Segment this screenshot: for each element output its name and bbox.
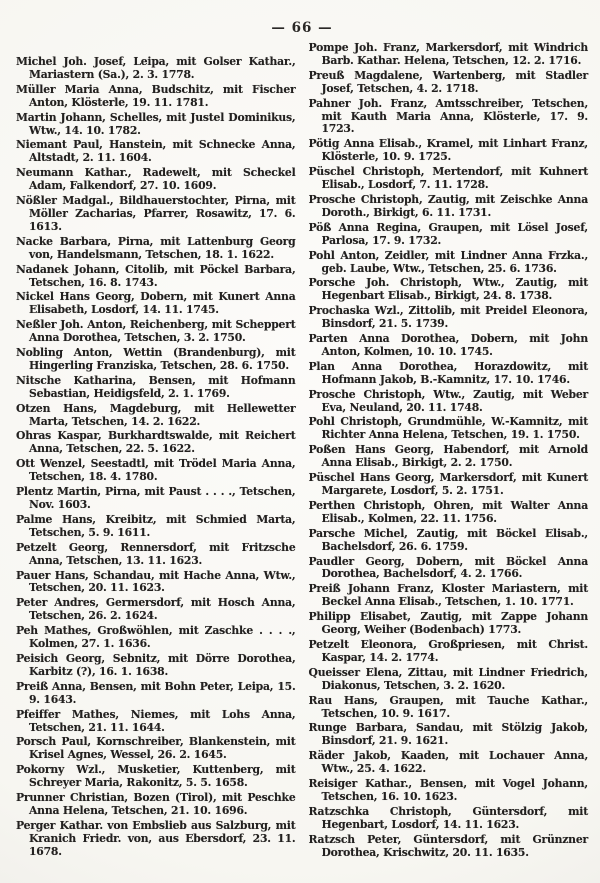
register-entry: Pahner Joh. Franz, Amtsschreiber, Tetschen, mit Kauth Maria Anna, Klösterle, 17. 9. 1723. [308, 96, 588, 136]
register-entry: Otzen Hans, Magdeburg, mit Hellewetter Marta, Tetschen, 14. 2. 1622. [16, 401, 296, 428]
register-entry: Preuß Magdalene, Wartenberg, mit Stadler Josef, Tetschen, 4. 2. 1718. [308, 68, 588, 95]
left-column [16, 42, 296, 861]
register-entry: Püschel Christoph, Mertendorf, mit Kuhnert Elisab., Losdorf, 7. 11. 1728. [308, 165, 588, 192]
register-entry: Ratzschka Christoph, Güntersdorf, mit Hegenbart, Losdorf, 14. 11. 1623. [308, 804, 588, 831]
register-entry: Rau Hans, Graupen, mit Tauche Kathar., Tetschen, 10. 9. 1617. [308, 693, 588, 720]
register-entry: Püschel Hans Georg, Markersdorf, mit Kunert Margarete, Losdorf, 5. 2. 1751. [308, 471, 588, 497]
register-entry: Parten Anna Dorothea, Dobern, mit John Anton, Kolmen, 10. 10. 1745. [308, 332, 588, 358]
register-entry: Pompe Joh. Franz, Markersdorf, mit Windrich Barb. Kathar. Helena, Tetschen, 12. 2. 1716. [308, 41, 588, 67]
register-entry: Reisiger Kathar., Bensen, mit Vogel Johann, Tetschen, 16. 10. 1623. [308, 777, 588, 803]
right-column [309, 42, 589, 861]
register-entry: Plentz Martin, Pirna, mit Paust . . . ., Tetschen, Nov. 1603. [16, 485, 296, 511]
register-entry: Parsche Michel, Zautig, mit Böckel Elisab., Bachelsdorf, 26. 6. 1759. [308, 526, 588, 553]
register-entry: Petzelt Eleonora, Großpriesen, mit Christ. Kaspar, 14. 2. 1774. [308, 637, 588, 664]
register-entry: Peisich Georg, Sebnitz, mit Dörre Dorothea, Karbitz (?), 16. 1. 1638. [16, 651, 296, 678]
register-entry: Müller Maria Anna, Budschitz, mit Fischer Anton, Klösterle, 19. 11. 1781. [16, 82, 296, 109]
register-entry: Niemant Paul, Hanstein, mit Schnecke Anna, Altstadt, 2. 11. 1604. [16, 138, 296, 165]
register-entry: Petzelt Georg, Rennersdorf, mit Fritzsche Anna, Tetschen, 13. 11. 1623. [16, 540, 296, 567]
register-entry: Ott Wenzel, Seestadtl, mit Trödel Maria Anna, Tetschen, 18. 4. 1780. [16, 457, 296, 484]
register-entry: Pöß Anna Regina, Graupen, mit Lösel Josef, Parlosa, 17. 9. 1732. [308, 220, 588, 247]
register-entry: Nacke Barbara, Pirna, mit Lattenburg Georg von, Handelsmann, Tetschen, 18. 1. 1622. [16, 234, 296, 261]
register-entry: Porsch Paul, Kornschreiber, Blankenstein, mit Krisel Agnes, Wessel, 26. 2. 1645. [16, 735, 296, 762]
register-entry: Pauer Hans, Schandau, mit Hache Anna, Wtw., Tetschen, 20. 11. 1623. [16, 568, 296, 595]
register-entry: Perger Kathar. von Embslieb aus Salzburg, mit Kranich Friedr. von, aus Ebersdorf, 23. 11. 1678. [16, 818, 296, 858]
register-entry: Runge Barbara, Sandau, mit Stölzig Jakob, Binsdorf, 21. 9. 1621. [308, 721, 588, 748]
register-entry: Pohl Anton, Zeidler, mit Lindner Anna Frzka., geb. Laube, Wtw., Tetschen, 25. 6. 1736. [308, 248, 588, 275]
register-entry: Prunner Christian, Bozen (Tirol), mit Peschke Anna Helena, Tetschen, 21. 10. 1696. [16, 791, 296, 817]
register-entry: Preiß Johann Franz, Kloster Mariastern, mit Beckel Anna Elisab., Tetschen, 1. 10. 1771. [308, 582, 588, 609]
register-entry: Paudler Georg, Dobern, mit Böckel Anna Dorothea, Bachelsdorf, 4. 2. 1766. [308, 554, 588, 581]
register-entry: Martin Johann, Schelles, mit Justel Dominikus, Wtw., 14. 10. 1782. [16, 110, 296, 137]
register-entry: Poßen Hans Georg, Habendorf, mit Arnold Anna Elisab., Birkigt, 2. 2. 1750. [308, 443, 588, 470]
register-entry: Peter Andres, Germersdorf, mit Hosch Anna, Tetschen, 26. 2. 1624. [16, 596, 296, 623]
register-entry: Perthen Christoph, Ohren, mit Walter Anna Elisab., Kolmen, 22. 11. 1756. [308, 498, 588, 525]
register-entry: Räder Jakob, Kaaden, mit Lochauer Anna, Wtw., 25. 4. 1622. [308, 749, 588, 776]
register-entry: Prosche Christoph, Wtw., Zautig, mit Weber Eva, Neuland, 20. 11. 1748. [308, 387, 588, 414]
register-entry: Nadanek Johann, Citolib, mit Pöckel Barbara, Tetschen, 16. 8. 1743. [16, 262, 296, 289]
register-entry: Nößler Madgal., Bildhauerstochter, Pirna, mit Möller Zacharias, Pfarrer, Rosawitz, 17. 6. 1613. [16, 194, 296, 233]
register-entry: Pokorny Wzl., Musketier, Kuttenberg, mit Schreyer Maria, Rakonitz, 5. 5. 1658. [16, 763, 296, 790]
register-entry: Nobling Anton, Wettin (Brandenburg), mit Hingerling Franziska, Tetschen, 28. 6. 1750. [16, 346, 296, 372]
register-entry: Porsche Joh. Christoph, Wtw., Zautig, mit Hegenbart Elisab., Birkigt, 24. 8. 1738. [308, 276, 588, 303]
register-entry: Palme Hans, Kreibitz, mit Schmied Marta, Tetschen, 5. 9. 1611. [16, 512, 296, 539]
register-entry: Queisser Elena, Zittau, mit Lindner Friedrich, Diakonus, Tetschen, 3. 2. 1620. [308, 665, 588, 692]
register-entry: Prochaska Wzl., Zittolib, mit Preidel Eleonora, Binsdorf, 21. 5. 1739. [308, 304, 588, 331]
register-columns [16, 42, 588, 861]
register-entry: Nitsche Katharina, Bensen, mit Hofmann Sebastian, Heidigsfeld, 2. 1. 1769. [16, 373, 296, 400]
register-entry: Pötig Anna Elisab., Kramel, mit Linhart Franz, Klösterle, 10. 9. 1725. [308, 137, 588, 164]
register-entry: Prosche Christoph, Zautig, mit Zeischke Anna Doroth., Birkigt, 6. 11. 1731. [308, 192, 588, 219]
register-entry: Pohl Christoph, Grundmühle, W.-Kamnitz, mit Richter Anna Helena, Tetschen, 19. 1. 1750. [308, 415, 588, 442]
register-entry: Michel Joh. Josef, Leipa, mit Golser Kathar., Mariastern (Sa.), 2. 3. 1778. [16, 55, 296, 81]
register-entry: Peh Mathes, Großwöhlen, mit Zaschke . . . ., Kolmen, 27. 1. 1636. [16, 624, 296, 651]
register-entry: Ratzsch Peter, Güntersdorf, mit Grünzner Dorothea, Krischwitz, 20. 11. 1635. [308, 832, 588, 859]
register-entry: Neumann Kathar., Radewelt, mit Scheckel Adam, Falkendorf, 27. 10. 1609. [16, 166, 296, 193]
page-number: — 66 — [271, 20, 333, 36]
register-entry: Nickel Hans Georg, Dobern, mit Kunert Anna Elisabeth, Losdorf, 14. 11. 1745. [16, 290, 296, 317]
register-entry: Preiß Anna, Bensen, mit Bohn Peter, Leipa, 15. 9. 1643. [16, 679, 296, 706]
register-entry: Pfeiffer Mathes, Niemes, mit Lohs Anna, Tetschen, 21. 11. 1644. [16, 707, 296, 734]
register-entry: Philipp Elisabet, Zautig, mit Zappe Johann Georg, Weiher (Bodenbach) 1773. [308, 610, 588, 637]
register-entry: Plan Anna Dorothea, Horazdowitz, mit Hofmann Jakob, B.-Kamnitz, 17. 10. 1746. [308, 359, 588, 386]
register-entry: Neßler Joh. Anton, Reichenberg, mit Scheppert Anna Dorothea, Tetschen, 3. 2. 1750. [16, 318, 296, 345]
register-entry: Ohras Kaspar, Burkhardtswalde, mit Reichert Anna, Tetschen, 22. 5. 1622. [16, 429, 296, 456]
